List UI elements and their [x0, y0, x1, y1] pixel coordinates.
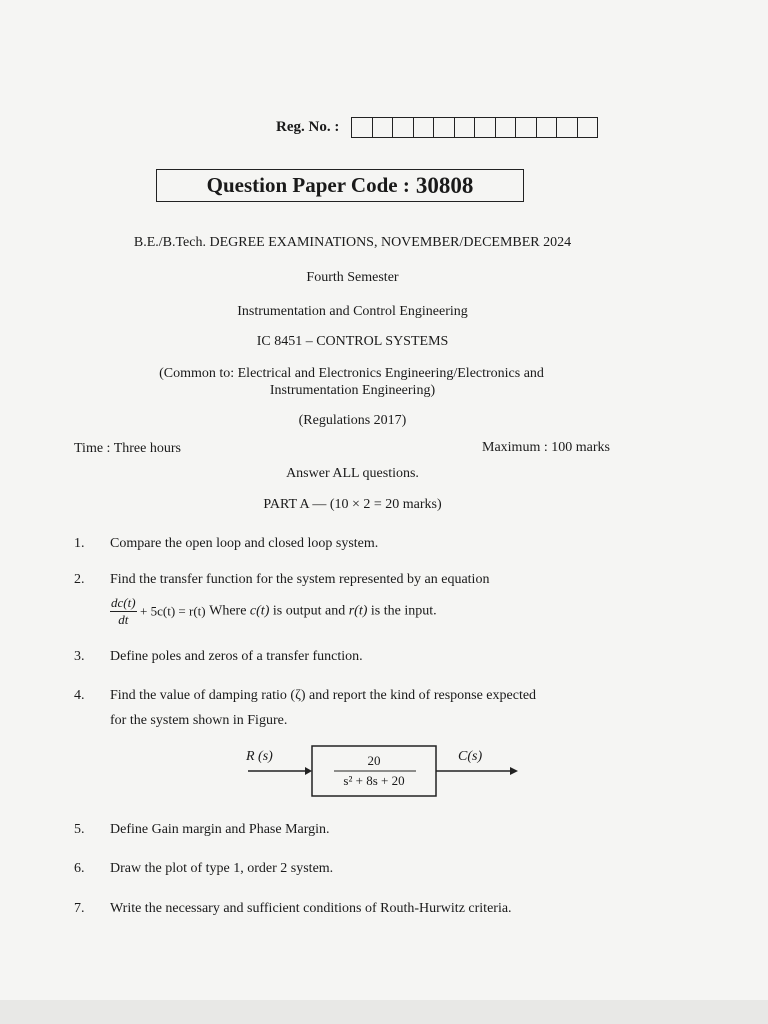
- reg-no-box[interactable]: [413, 117, 435, 138]
- department: Instrumentation and Control Engineering: [237, 304, 468, 319]
- reg-no-box[interactable]: [372, 117, 394, 138]
- max-marks-label: Maximum : 100 marks: [482, 440, 610, 455]
- equation-output-symbol: c(t): [249, 603, 270, 619]
- instruction: Answer ALL questions.: [286, 466, 419, 481]
- fraction-denominator: dt: [118, 612, 129, 627]
- fraction-numerator: dc(t): [111, 595, 136, 610]
- question-text: Write the necessary and sufficient conditions of Routh-Hurwitz criteria.: [110, 901, 512, 916]
- question-paper-code-box: [156, 169, 524, 202]
- reg-no-box[interactable]: [454, 117, 476, 138]
- semester: Fourth Semester: [306, 270, 399, 285]
- derivative-fraction: [110, 595, 137, 628]
- page-bottom-edge: [0, 1000, 768, 1024]
- reg-no-boxes[interactable]: [352, 117, 598, 138]
- part-a-heading: PART A — (10 × 2 = 20 marks): [263, 497, 442, 512]
- question-text-continued: for the system shown in Figure.: [110, 713, 288, 728]
- reg-no-box[interactable]: [474, 117, 496, 138]
- question-number: 7.: [74, 901, 85, 916]
- question-number: 2.: [74, 572, 85, 587]
- question-number: 3.: [74, 649, 85, 664]
- reg-no-box[interactable]: [495, 117, 517, 138]
- question-number: 6.: [74, 861, 85, 876]
- reg-no-box[interactable]: [433, 117, 455, 138]
- tf-numerator: 20: [367, 753, 381, 768]
- equation-where: Where: [209, 603, 247, 619]
- reg-no-box[interactable]: [577, 117, 599, 138]
- output-label: C(s): [458, 749, 483, 764]
- input-label: R (s): [246, 749, 273, 764]
- question-paper-label: Question Paper Code :: [206, 173, 410, 197]
- reg-no-box[interactable]: [351, 117, 373, 138]
- common-to-line1: (Common to: Electrical and Electronics Engineering/Electronics and: [159, 366, 544, 381]
- common-to-line2: Instrumentation Engineering): [269, 383, 436, 398]
- reg-no-box[interactable]: [556, 117, 578, 138]
- input-arrowhead: [305, 767, 312, 775]
- reg-no-box[interactable]: [536, 117, 558, 138]
- question-number: 1.: [74, 536, 85, 551]
- question-number: 4.: [74, 688, 85, 703]
- question-text: Find the value of damping ratio (ζ) and report the kind of response expected: [110, 688, 537, 703]
- equation-rhs: + 5c(t) = r(t): [140, 603, 206, 619]
- question-text: Draw the plot of type 1, order 2 system.: [110, 861, 334, 876]
- tf-denominator: s² + 8s + 20: [343, 773, 405, 788]
- question-text: Compare the open loop and closed loop system.: [110, 536, 379, 551]
- reg-no-box[interactable]: [515, 117, 537, 138]
- course-title: IC 8451 – CONTROL SYSTEMS: [256, 334, 449, 349]
- equation-line: [110, 595, 437, 628]
- equation-input-symbol: r(t): [348, 603, 368, 619]
- reg-no-box[interactable]: [392, 117, 414, 138]
- question-paper-code: 30808: [415, 172, 474, 198]
- question-text: Define Gain margin and Phase Margin.: [110, 822, 330, 837]
- reg-no-label: Reg. No. :: [276, 119, 340, 135]
- question-text: Find the transfer function for the system represented by an equation: [110, 572, 490, 587]
- equation-input-text: is the input.: [370, 603, 437, 619]
- question-number: 5.: [74, 822, 85, 837]
- question-text: Define poles and zeros of a transfer function.: [110, 649, 363, 664]
- equation-output-text: is output and: [272, 603, 346, 619]
- exam-title: B.E./B.Tech. DEGREE EXAMINATIONS, NOVEMBER/DECEMBER 2024: [133, 235, 572, 250]
- regulations: (Regulations 2017): [298, 413, 407, 428]
- output-arrowhead: [510, 767, 518, 775]
- time-label: Time : Three hours: [74, 441, 181, 456]
